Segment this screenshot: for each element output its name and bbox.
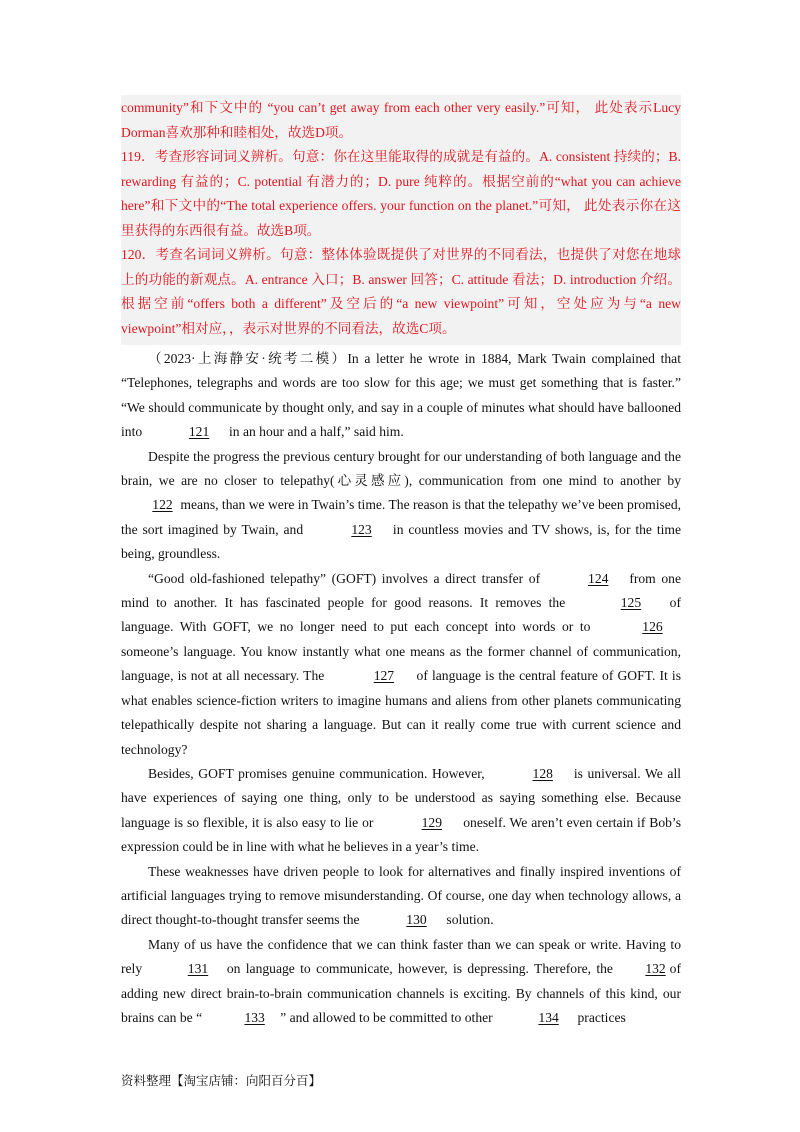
paragraph-4: Besides, GOFT promises genuine communication. However, 128 is universal. We all have experiences of saying one thing, only to be understood as saying something else. Because language is so flexible, it is also easy to lie or 129 oneself. We aren’t even certain if Bob’s expression could be in line with what he believes in a year’s time. [121, 762, 681, 860]
paragraph-6: Many of us have the confidence that we can think faster than we can speak or write. Having to rely 131 on language to communicate, however, is depressing. Therefore, the 132 of adding new direct brain-to-brain communication channels is exciting. By channels of this kind, our brains can be “ 133 ” and allowed to be committed to other 134 practices [121, 933, 681, 1031]
blank-134: 134 [538, 1009, 559, 1025]
blank-133: 133 [244, 1009, 265, 1025]
blank-124: 124 [588, 570, 609, 586]
blank-130: 130 [406, 912, 427, 928]
blank-125: 125 [620, 595, 642, 611]
blank-132: 132 [645, 961, 666, 977]
paragraph-1: （2023·上海静安·统考二模）In a letter he wrote in 1884, Mark Twain complained that “Telephones, telegraphs and words are too slow for this age; we must get something that is faster.” “We should communicate by thought only, and say in a couple of minutes what should have ballooned into 121 in an hour and a half,” said him. [121, 347, 681, 445]
blank-123: 123 [351, 521, 372, 537]
blank-126: 126 [642, 619, 663, 635]
answer-119: 119．考查形容词词义辨析。句意：你在这里能取得的成就是有益的。A. consistent 持续的；B. rewarding 有益的；C. potential 有潜力的；D. pure 纯粹的。根据空前的“what you can achieve here”和下文中的“The total experience offers. your function on the planet.”可知， 此处表示你在这里获得的东西很有益。故选B项。 [121, 149, 681, 238]
cloze-passage [121, 347, 681, 1030]
paragraph-3: “Good old-fashioned telepathy” (GOFT) involves a direct transfer of 124 from one mind to another. It has fascinated people for good reasons. It removes the 125 of language. With GOFT, we no longer need to put each concept into words or to 126 someone’s language. You know instantly what one means as the former channel of communication, language, is not at all necessary. The 127 of language is the central feature of GOFT. It is what enables science-fiction writers to imagine humans and aliens from other planets communicating telepathically despite not sharing a language. But can it really come true with current science and technology? [121, 567, 681, 762]
document-page [121, 95, 681, 1030]
answer-explanations [121, 95, 681, 345]
blank-128: 128 [532, 765, 553, 781]
blank-129: 129 [421, 814, 442, 830]
blank-131: 131 [187, 961, 209, 977]
page-footer: 资料整理【淘宝店铺：向阳百分百】 [121, 1073, 322, 1088]
answer-118-tail: community”和下文中的 “you can’t get away from each other very easily.”可知， 此处表示Lucy Dorman喜欢那种和睦相处，故选D项。 [121, 100, 681, 140]
paragraph-2: Despite the progress the previous century brought for our understanding of both language and the brain, we are no closer to telepathy(心灵感应), communication from one mind to another by 122 means, than we were in Twain’s time. The reason is that the telepathy we’ve been promised, the sort imagined by Twain, and 123 in countless movies and TV shows, is, for the time being, groundless. [121, 448, 682, 562]
paragraph-5: These weaknesses have driven people to look for alternatives and finally inspired inventions of artificial languages trying to remove misunderstanding. Of course, one day when technology allows, a direct thought-to-thought transfer seems the 130 solution. [121, 860, 681, 933]
blank-127: 127 [373, 668, 395, 684]
blank-121: 121 [188, 424, 210, 440]
blank-122: 122 [152, 497, 173, 513]
answer-120: 120．考查名词词义辨析。句意：整体体验既提供了对世界的不同看法，也提供了对您在地球上的功能的新观点。A. entrance 入口；B. answer 回答；C. attitude 看法；D. introduction 介绍。根据空前“offers both a different”及空后的“a new viewpoint”可知，空处应为与“a new viewpoint”相对应，，表示对世界的不同看法，故选C项。 [121, 247, 681, 336]
